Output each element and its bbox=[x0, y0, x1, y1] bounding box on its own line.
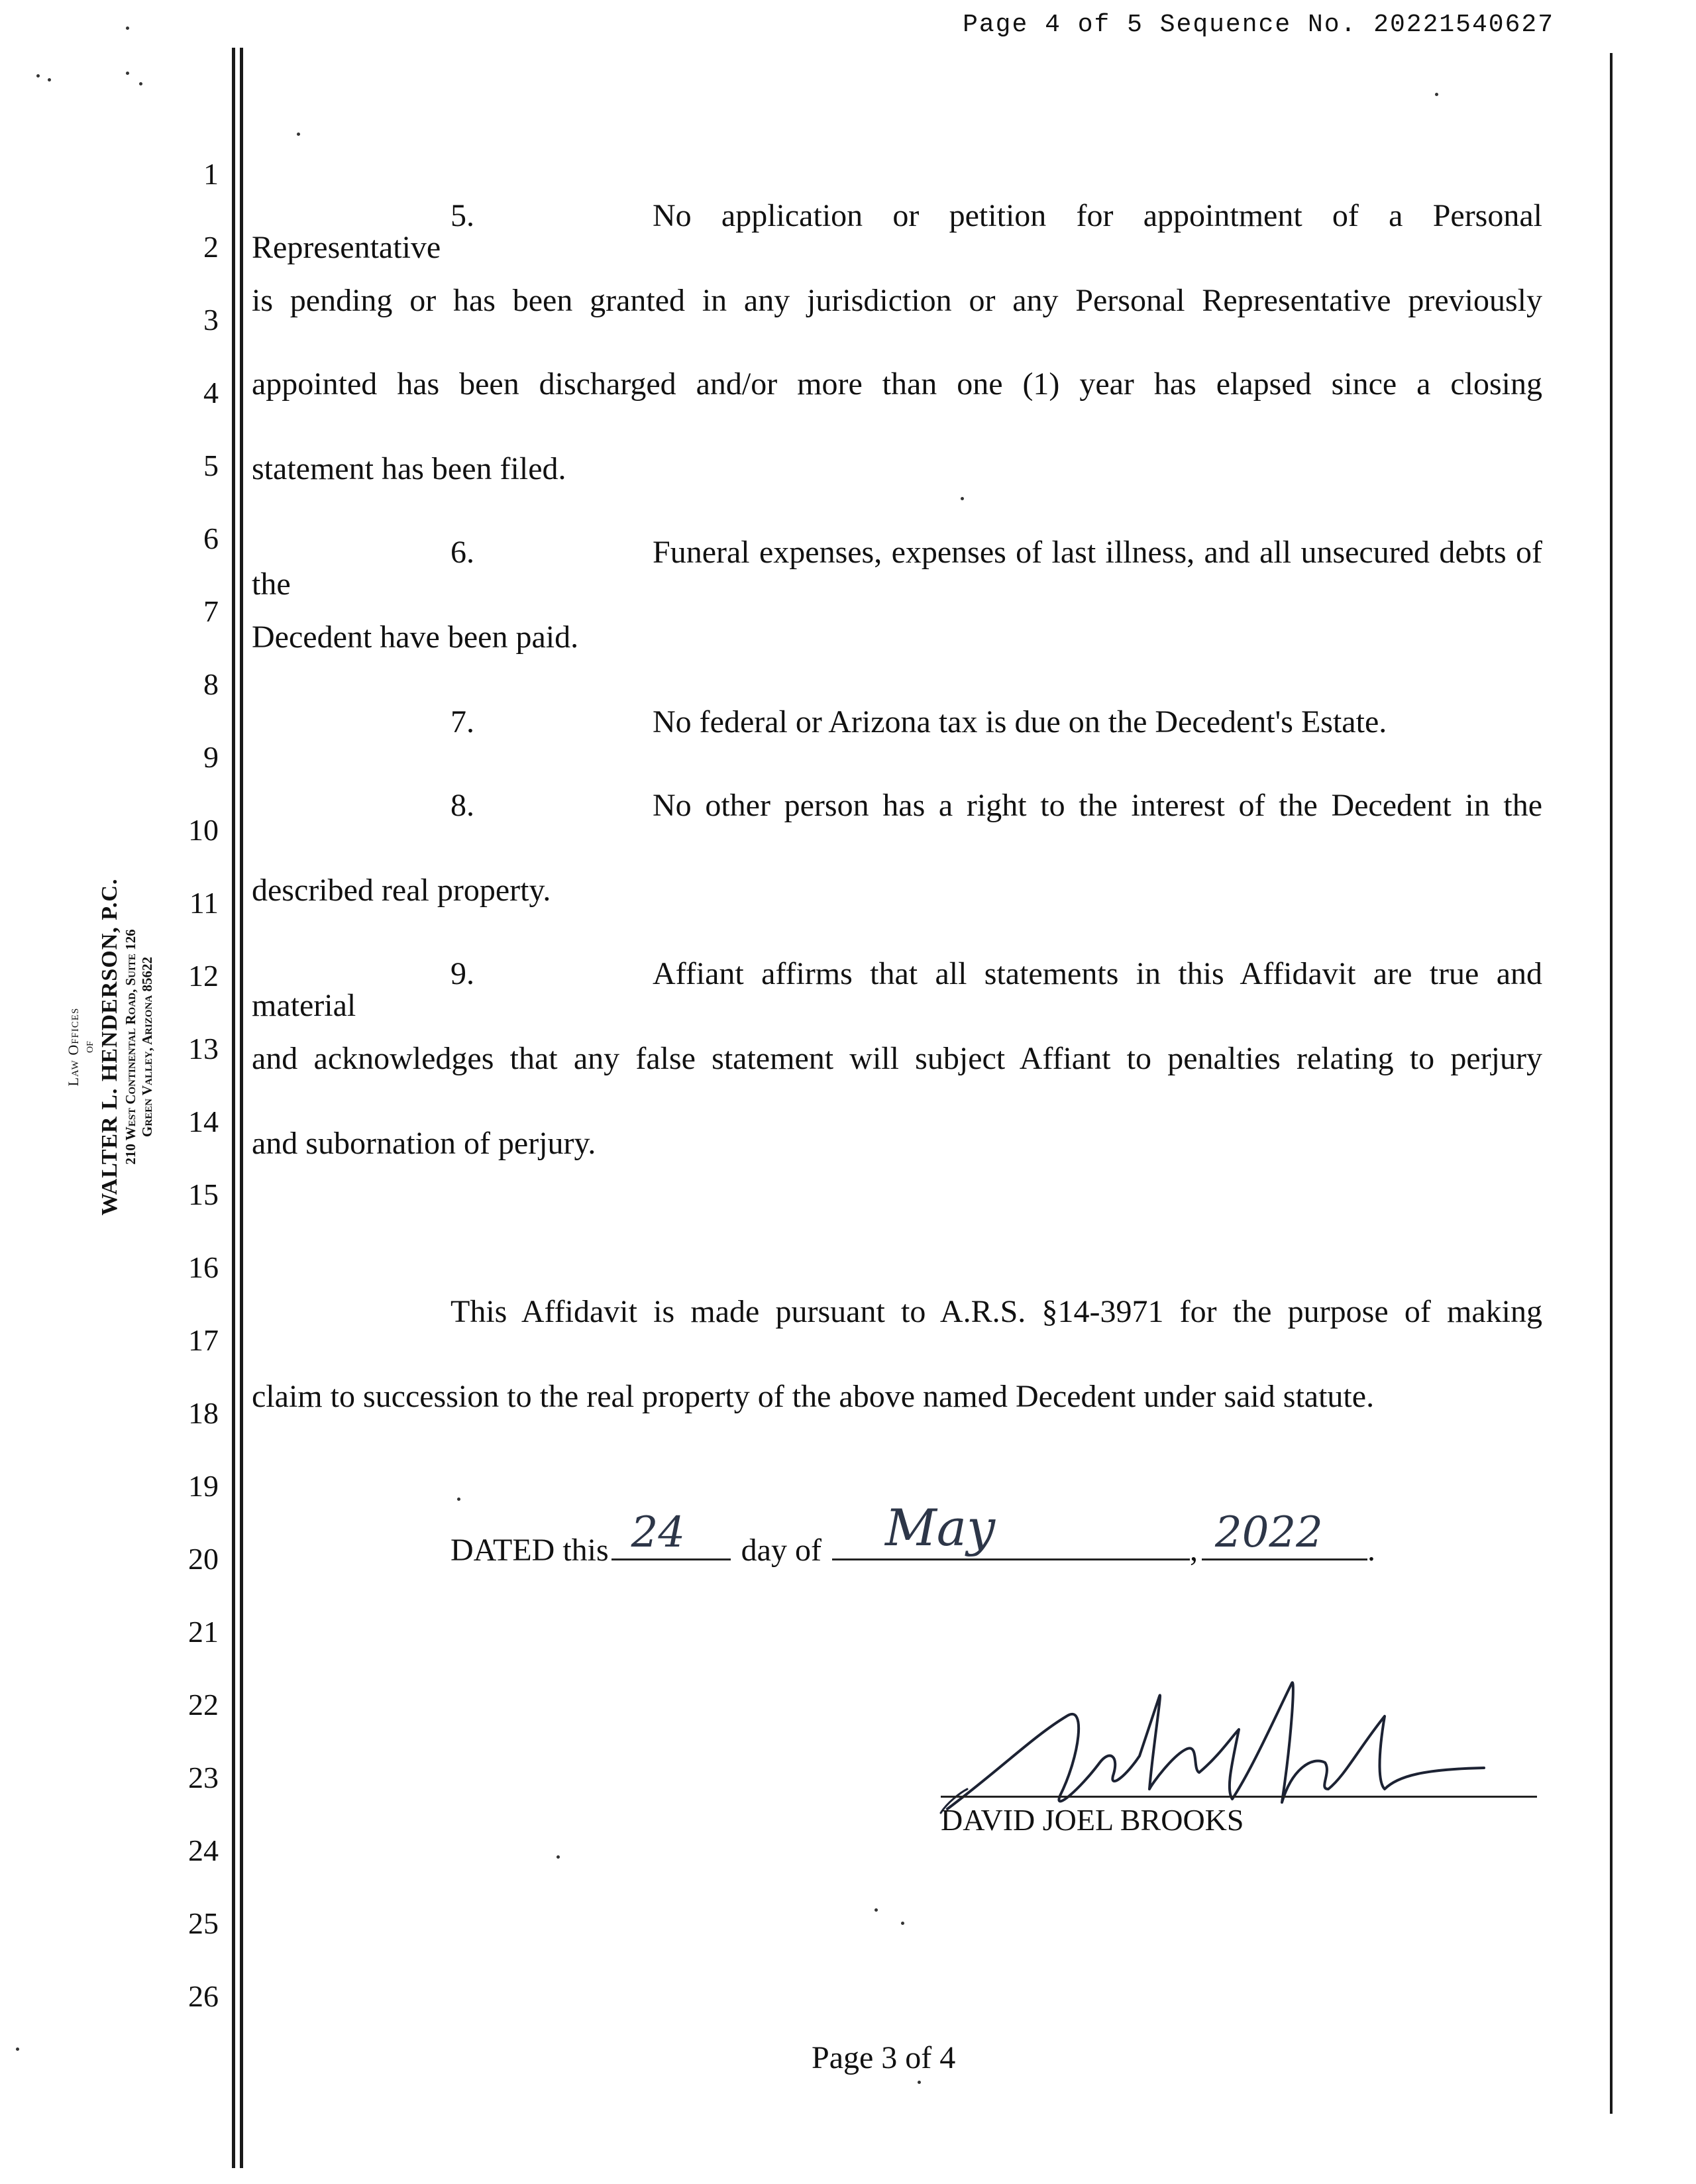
line-number: 24 bbox=[188, 1833, 219, 1867]
paragraph-6-line-1: 6. Funeral expenses, expenses of last illness, and all unsecured debts of the bbox=[252, 535, 1542, 602]
line-number: 16 bbox=[188, 1250, 219, 1284]
line-number: 20 bbox=[188, 1542, 219, 1576]
line-number: 14 bbox=[188, 1105, 219, 1138]
line-number: 2 bbox=[203, 230, 219, 264]
statute-line-2: claim to succession to the real property of the above named Decedent under said statute. bbox=[252, 1379, 1375, 1414]
dated-line: DATED this 24 day of May , 2022 . bbox=[450, 1498, 1375, 1568]
paragraph-5-number: 5. bbox=[450, 198, 474, 233]
scan-speck bbox=[961, 497, 964, 500]
line-number: 5 bbox=[203, 449, 219, 482]
line-number: 22 bbox=[188, 1688, 219, 1721]
line-number: 17 bbox=[188, 1323, 219, 1357]
dated-prefix: DATED this bbox=[450, 1533, 609, 1568]
line-number: 18 bbox=[188, 1396, 219, 1430]
line-number: 15 bbox=[188, 1177, 219, 1211]
scan-speck bbox=[126, 72, 129, 75]
sequence-header: Page 4 of 5 Sequence No. 20221540627 bbox=[963, 11, 1554, 39]
paragraph-8-line-2: described real property. bbox=[252, 873, 551, 908]
scan-speck bbox=[139, 82, 142, 85]
scan-speck bbox=[16, 2048, 19, 2051]
statute-line-1: This Affidavit is made pursuant to A.R.S. §14-3971 for the purpose of making bbox=[450, 1294, 1542, 1329]
scan-speck bbox=[556, 1855, 560, 1859]
signatory-name: DAVID JOEL BROOKS bbox=[941, 1803, 1244, 1837]
firm-name: WALTER L. HENDERSON, P.C. bbox=[97, 878, 123, 1216]
line-number: 1 bbox=[203, 157, 219, 191]
paragraph-9-line-1: 9. Affiant affirms that all statements in this Affidavit are true and material bbox=[252, 956, 1542, 1023]
paragraph-6-number: 6. bbox=[450, 535, 474, 570]
line-number: 19 bbox=[188, 1469, 219, 1503]
signature-line bbox=[941, 1796, 1537, 1798]
paragraph-7-number: 7. bbox=[450, 704, 474, 739]
paragraph-5-line-3: appointed has been discharged and/or more than one (1) year has elapsed since a closing bbox=[252, 366, 1542, 402]
scan-speck bbox=[901, 1922, 904, 1925]
day-blank bbox=[611, 1508, 731, 1560]
paragraph-8-number: 8. bbox=[450, 788, 474, 823]
paragraph-9-line-2: and acknowledges that any false statement will subject Affiant to penalties relating to perjury bbox=[252, 1041, 1542, 1076]
line-number: 12 bbox=[188, 959, 219, 993]
right-margin-rule bbox=[1610, 53, 1613, 2114]
paragraph-5-line-2: is pending or has been granted in any jurisdiction or any Personal Representative previously bbox=[252, 283, 1542, 318]
page-footer: Page 3 of 4 bbox=[812, 2040, 956, 2075]
handwritten-day: 24 bbox=[631, 1508, 686, 1557]
scan-speck bbox=[36, 74, 40, 78]
of-label: of bbox=[81, 1041, 97, 1053]
dated-mid: day of bbox=[741, 1533, 822, 1568]
line-number: 8 bbox=[203, 667, 219, 701]
line-number: 7 bbox=[203, 594, 219, 628]
paragraph-6-line-2: Decedent have been paid. bbox=[252, 620, 579, 655]
firm-address: 210 West Continental Road, Suite 126 bbox=[123, 929, 139, 1165]
line-number: 13 bbox=[188, 1032, 219, 1065]
scan-speck bbox=[918, 2081, 921, 2084]
line-number: 26 bbox=[188, 1979, 219, 2013]
line-number: 9 bbox=[203, 740, 219, 774]
law-offices-label: Law Offices bbox=[65, 1007, 81, 1087]
paragraph-5-line-4: statement has been filed. bbox=[252, 451, 566, 486]
handwritten-month: May bbox=[884, 1498, 996, 1557]
scan-speck bbox=[126, 27, 129, 30]
line-number: 11 bbox=[189, 886, 219, 920]
scan-speck bbox=[297, 133, 300, 136]
line-number: 3 bbox=[203, 303, 219, 337]
line-number: 25 bbox=[188, 1906, 219, 1940]
left-margin-rule bbox=[232, 48, 235, 2168]
scan-speck bbox=[874, 1908, 878, 1912]
scan-speck bbox=[48, 78, 51, 82]
line-number: 4 bbox=[203, 376, 219, 410]
paragraph-7-line-1: 7. No federal or Arizona tax is due on the Decedent's Estate. bbox=[450, 704, 1387, 739]
paragraph-5-line-1: 5. No application or petition for appointment of a Personal Representative bbox=[252, 198, 1542, 265]
scan-speck bbox=[1435, 93, 1438, 96]
left-margin-rule-inner bbox=[240, 48, 243, 2168]
line-number: 10 bbox=[188, 813, 219, 847]
paragraph-9-number: 9. bbox=[450, 956, 474, 991]
paragraph-9-line-3: and subornation of perjury. bbox=[252, 1126, 596, 1161]
paragraph-8-line-1: 8. No other person has a right to the interest of the Decedent in the bbox=[450, 788, 1542, 823]
month-blank bbox=[832, 1498, 1190, 1560]
firm-city: Green Valley, Arizona 85622 bbox=[138, 957, 155, 1137]
law-firm-margin-block bbox=[65, 848, 158, 1246]
line-number: 23 bbox=[188, 1761, 219, 1794]
handwritten-year: 2022 bbox=[1214, 1508, 1323, 1557]
scan-speck bbox=[457, 1498, 460, 1501]
year-blank bbox=[1202, 1508, 1367, 1560]
line-number: 6 bbox=[203, 521, 219, 555]
line-number: 21 bbox=[188, 1615, 219, 1649]
